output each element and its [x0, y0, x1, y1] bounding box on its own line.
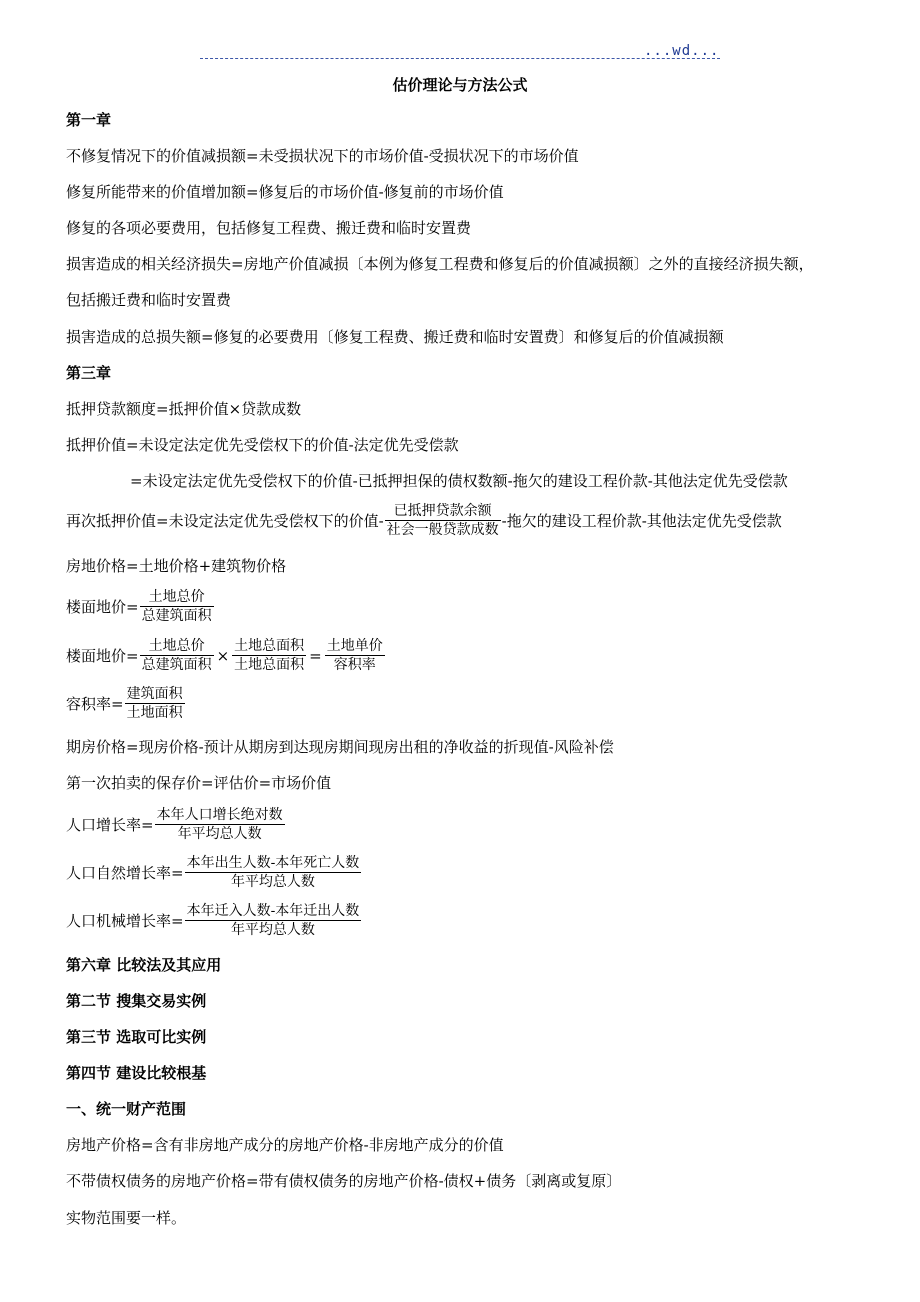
section-3-heading: 第三节 选取可比实例 [66, 1028, 207, 1046]
formula-natural-growth [66, 854, 362, 891]
formula-text: 人口机械增长率= [66, 912, 184, 930]
denominator: 总建筑面积 [141, 608, 212, 624]
equals-operator: = [309, 646, 322, 665]
formula-real-estate-price: 房地产价格=含有非房地产成分的房地产价格-非房地产成分的价值 [66, 1136, 504, 1154]
denominator: 土地总面积 [234, 657, 305, 673]
denominator: 社会一般贷款成数 [386, 522, 499, 538]
formula-text: 再次抵押价值=未设定法定优先受偿权下的价值- [66, 512, 384, 530]
numerator: 本年人口增长绝对数 [156, 807, 283, 823]
formula-population-growth [66, 806, 286, 843]
numerator: 建筑面积 [126, 686, 183, 702]
formula-text: 人口自然增长率= [66, 864, 184, 882]
formula-floor-land-price [66, 588, 215, 625]
numerator: 土地总价 [148, 638, 205, 654]
formula-value-increase: 修复所能带来的价值增加额=修复后的市场价值-修复前的市场价值 [66, 183, 504, 201]
times-operator: × [216, 646, 230, 665]
formula-text: 容积率= [66, 695, 124, 713]
formula-mortgage-value-cont: =未设定法定优先受偿权下的价值-已抵押担保的债权数额-拖欠的建设工程价款-其他法定优先受偿款 [130, 472, 788, 490]
fraction [155, 806, 285, 843]
section-4-heading: 第四节 建设比较根基 [66, 1064, 207, 1082]
formula-related-loss-cont: 包括搬迁费和临时安置费 [66, 291, 232, 309]
numerator: 本年出生人数-本年死亡人数 [186, 855, 360, 871]
formula-total-loss: 损害造成的总损失额=修复的必要费用〔修复工程费、搬迁费和临时安置费〕和修复后的价值减损额 [66, 328, 724, 346]
fraction [125, 685, 185, 722]
formula-value-loss: 不修复情况下的价值减损额=未受损状况下的市场价值-受损状况下的市场价值 [66, 147, 579, 165]
section-2-heading: 第二节 搜集交易实例 [66, 992, 207, 1010]
numerator: 土地总价 [148, 589, 205, 605]
numerator: 本年迁入人数-本年迁出人数 [186, 903, 360, 919]
numerator: 土地总面积 [234, 638, 305, 654]
page-title: 估价理论与方法公式 [392, 76, 528, 94]
formula-migration-growth [66, 902, 362, 939]
formula-debt-free-price: 不带债权债务的房地产价格=带有债权债务的房地产价格-债权+债务〔剥离或复原〕 [66, 1172, 622, 1190]
fraction [185, 902, 362, 939]
denominator: 年平均总人数 [230, 874, 315, 890]
formula-text: -拖欠的建设工程价款-其他法定优先受偿款 [501, 512, 782, 530]
text-repair-costs: 修复的各项必要费用，包括修复工程费、搬迁费和临时安置费 [66, 219, 472, 237]
formula-related-loss: 损害造成的相关经济损失=房地产价值减损〔本例为修复工程费和修复后的价值减损额〕之外的直接经济损失额， [66, 255, 814, 273]
subsection-heading: 一、统一财产范围 [66, 1100, 187, 1118]
formula-mortgage-value: 抵押价值=未设定法定优先受偿权下的价值-法定优先受偿款 [66, 436, 459, 454]
fraction [185, 854, 362, 891]
fraction [140, 588, 214, 625]
numerator: 已抵押贷款余额 [393, 503, 492, 519]
formula-text: 楼面地价= [66, 647, 139, 665]
chapter-6-heading: 第六章 比较法及其应用 [66, 956, 222, 974]
denominator: 年平均总人数 [230, 922, 315, 938]
formula-text: 楼面地价= [66, 598, 139, 616]
formula-reserve-price: 第一次拍卖的保存价=评估价=市场价值 [66, 774, 332, 792]
header-mark: ...wd... [644, 43, 720, 59]
fraction [232, 637, 306, 674]
denominator: 土地面积 [126, 705, 183, 721]
denominator: 总建筑面积 [141, 657, 212, 673]
formula-mortgage-amount: 抵押贷款额度=抵押价值×贷款成数 [66, 400, 302, 418]
denominator: 容积率 [333, 657, 376, 673]
fraction [385, 502, 501, 539]
formula-floor-land-price-expanded [66, 637, 386, 674]
chapter-3-heading: 第三章 [66, 364, 112, 382]
fraction [325, 637, 385, 674]
numerator: 土地单价 [326, 638, 383, 654]
formula-text: 人口增长率= [66, 816, 154, 834]
formula-remortgage-value [66, 502, 782, 539]
denominator: 年平均总人数 [177, 826, 262, 842]
header-rule [200, 58, 720, 59]
fraction [140, 637, 214, 674]
formula-property-price: 房地价格=土地价格+建筑物价格 [66, 557, 287, 575]
text-physical-scope: 实物范围要一样。 [66, 1209, 187, 1227]
chapter-1-heading: 第一章 [66, 111, 112, 129]
formula-plot-ratio [66, 685, 186, 722]
formula-forward-price: 期房价格=现房价格-预计从期房到达现房期间现房出租的净收益的折现值-风险补偿 [66, 738, 614, 756]
